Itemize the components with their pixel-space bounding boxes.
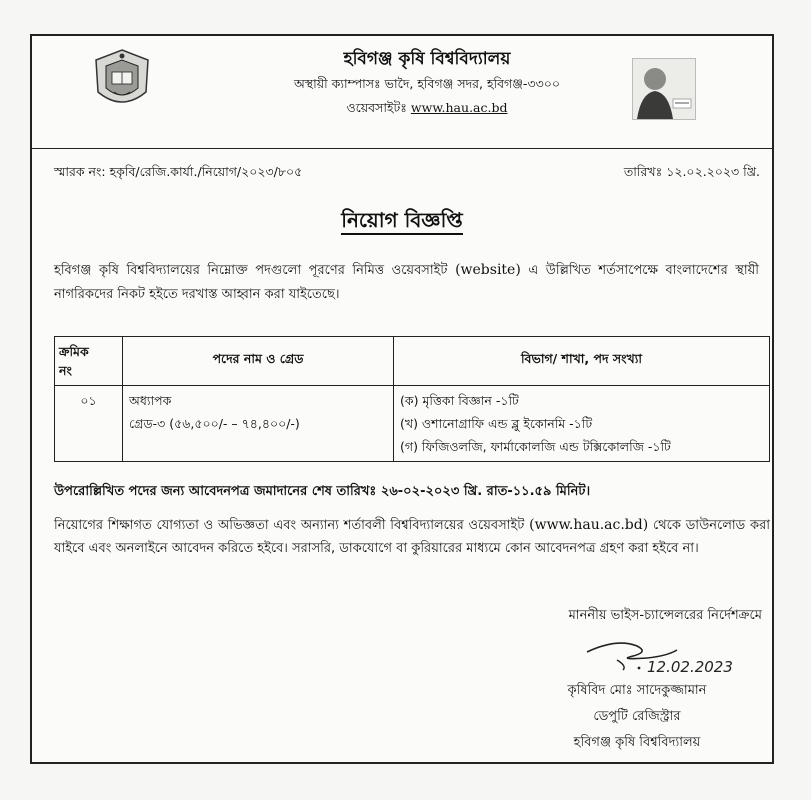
instructions-part1: নিয়োগের শিক্ষাগত যোগ্যতা ও অভিজ্ঞতা এবং অন্যান্য শর্তাবলী বিশ্ববিদ্যালয়ের ওয়েবসাইট bbox=[54, 518, 525, 533]
instructions-url: (www.hau.ac.bd) bbox=[529, 517, 649, 533]
portrait-image-icon bbox=[632, 58, 696, 120]
handwritten-signature bbox=[577, 636, 777, 676]
university-logo-icon bbox=[92, 48, 152, 114]
header-serial-line2: নং bbox=[59, 363, 72, 378]
department-item: (ক) মৃত্তিকা বিজ্ঞান -১টি bbox=[400, 393, 519, 408]
website-url: www.hau.ac.bd bbox=[410, 100, 508, 115]
instructions-part2: থেকে ডাউনলোড করা যাইবে এবং অনলাইনে আবেদন করিতে হইবে। সরাসরি, ডাকযোগে বা কুরিয়ারের মাধ্যমে কোন আবেদনপত্র গ্রহণ করা হইবে না। bbox=[54, 518, 770, 556]
signature-date: 12.02.2023 bbox=[647, 658, 733, 676]
application-deadline: উপরোল্লিখিত পদের জন্য আবেদনপত্র জমাদানের শেষ তারিখঃ ২৬-০২-২০২৩ খ্রি. রাত-১১.৫৯ মিনিট। bbox=[54, 484, 591, 499]
row-departments bbox=[394, 386, 770, 462]
memo-date: তারিখঃ ১২.০২.২০২৩ খ্রি. bbox=[623, 164, 760, 179]
header-serial bbox=[55, 337, 123, 386]
signatory-designation: ডেপুটি রেজিস্ট্রার bbox=[593, 709, 681, 724]
table-header-row bbox=[55, 337, 770, 386]
intro-english-word: (website) bbox=[455, 262, 521, 278]
website-label: ওয়েবসাইটঃ bbox=[346, 100, 407, 115]
notice-document bbox=[30, 34, 774, 764]
notice-title-text: নিয়োগ বিজ্ঞপ্তি bbox=[341, 208, 463, 235]
header-post: পদের নাম ও গ্রেড bbox=[123, 337, 394, 386]
signatory-name: কৃষিবিদ মোঃ সাদেকুজ্জামান bbox=[567, 683, 707, 698]
order-line: মাননীয় ভাইস-চ্যান্সেলরের নির্দেশক্রমে bbox=[568, 608, 762, 623]
signatory-block bbox=[512, 678, 762, 756]
post-grade: গ্রেড-৩ (৫৬,৫০০/- – ৭৪,৪০০/-) bbox=[129, 416, 300, 431]
signatory-institution: হবিগঞ্জ কৃষি বিশ্ববিদ্যালয় bbox=[573, 735, 701, 750]
post-name: অধ্যাপক bbox=[129, 393, 172, 408]
posts-table bbox=[54, 336, 770, 462]
letterhead bbox=[32, 36, 772, 154]
table-row bbox=[55, 386, 770, 462]
intro-part2: এ উল্লিখিত শর্তসাপেক্ষে বাংলাদেশের স্থায়ী নাগরিকদের নিকট হইতে দরখাস্ত আহ্বান করা যাইতেছে। bbox=[54, 263, 760, 302]
university-name: হবিগঞ্জ কৃষি বিশ্ববিদ্যালয় bbox=[343, 49, 511, 69]
notice-title bbox=[32, 206, 772, 239]
instructions-paragraph bbox=[54, 514, 770, 560]
memo-reference: স্মারক নং: হকৃবি/রেজি.কার্যা./নিয়োগ/২০২৩/৮০৫ bbox=[54, 164, 303, 179]
header-serial-line1: ক্রমিক bbox=[59, 344, 89, 359]
row-serial: ০১ bbox=[55, 386, 123, 462]
intro-paragraph bbox=[54, 258, 759, 307]
header-divider bbox=[32, 148, 772, 149]
intro-part1: হবিগঞ্জ কৃষি বিশ্ববিদ্যালয়ের নিম্নোক্ত পদগুলো পূরণের নিমিত্ত ওয়েবসাইট bbox=[54, 263, 448, 278]
department-item: (খ) ওশানোগ্রাফি এন্ড ব্লু ইকোনমি -১টি bbox=[400, 416, 593, 431]
department-item: (গ) ফিজিওলজি, ফার্মাকোলজি এন্ড টক্সিকোলজি -১টি bbox=[400, 439, 671, 454]
header-department: বিভাগ/ শাখা, পদ সংখ্যা bbox=[394, 337, 770, 386]
campus-address: অস্থায়ী ক্যাম্পাসঃ ভাদৈ, হবিগঞ্জ সদর, হবিগঞ্জ-৩৩০০ bbox=[294, 76, 560, 91]
row-post bbox=[123, 386, 394, 462]
website-line bbox=[232, 100, 622, 120]
